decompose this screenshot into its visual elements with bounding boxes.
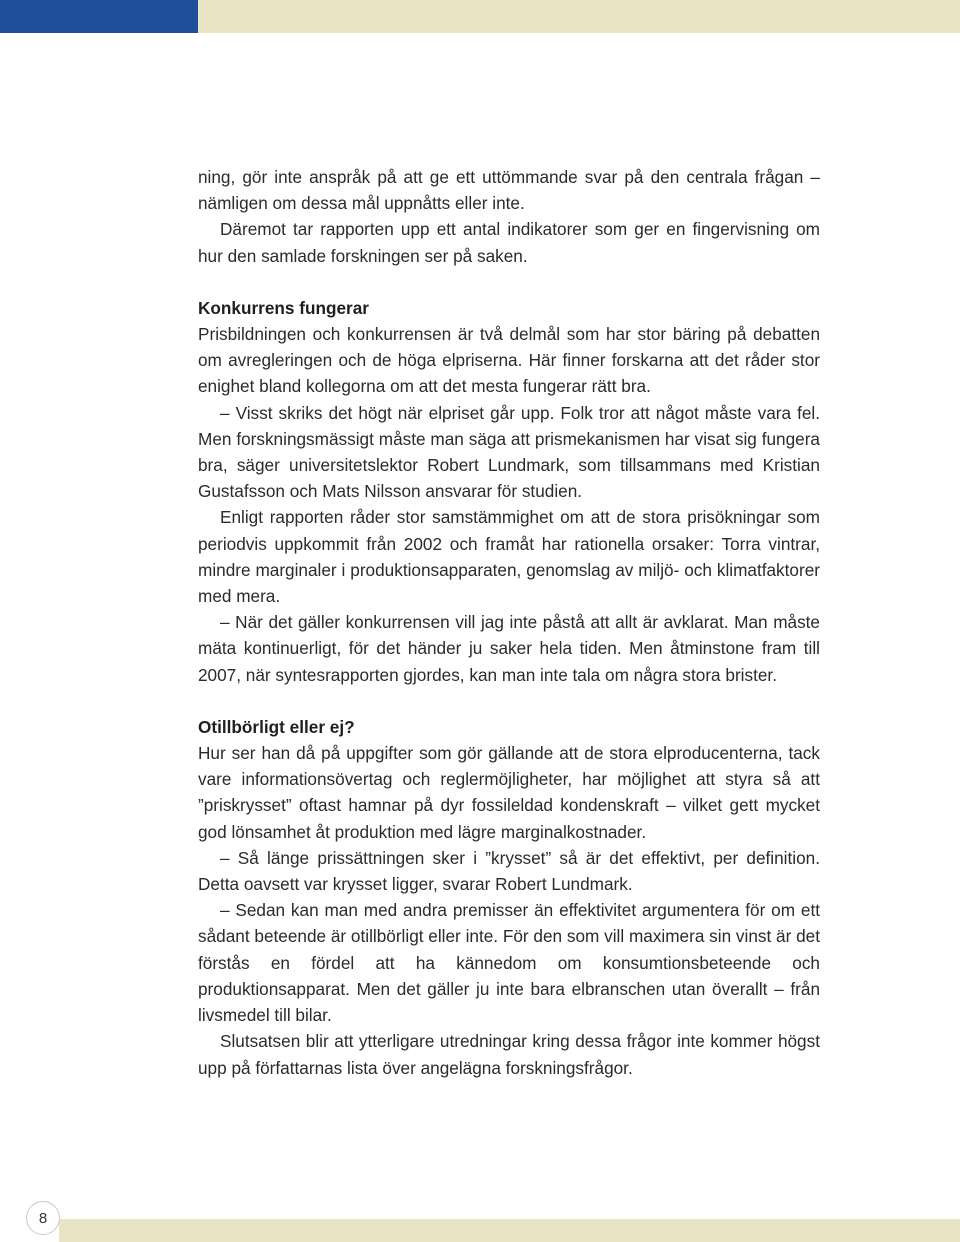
footer-band bbox=[59, 1219, 960, 1242]
paragraph-6: – När det gäller konkurrensen vill jag inte påstå att allt är avklarat. Man måste mäta kontinuerligt, för det händer ju saker hela tiden. Men åtminstone fram till 2007, när syntesrapporten gjordes, kan man inte tala om några stora brister. bbox=[198, 612, 820, 685]
paragraph-5: Enligt rapporten råder stor samstämmighet om att de stora prisökningar som periodvis uppkommit från 2002 och framåt har rationella orsaker: Torra vintrar, mindre marginaler i produktionsapparaten, genomslag av miljö- och klimatfaktorer med mera. bbox=[198, 507, 820, 607]
paragraph-4: – Visst skriks det högt när elpriset går upp. Folk tror att något måste vara fel. Men forskningsmässigt måste man säga att prismekanismen har visat sig fungera bra, säger universitetslektor Robert Lundmark, som tillsammans med Kristian Gustafsson och Mats Nilsson ansvarar för studien. bbox=[198, 402, 820, 502]
paragraph-8: – Så länge prissättningen sker i ”krysset” så är det effektivt, per definition. Detta oavsett var krysset ligger, svarar Robert Lundmark. bbox=[198, 847, 820, 895]
header-accent-block bbox=[0, 0, 198, 33]
paragraph-1: ning, gör inte anspråk på att ge ett uttömmande svar på den centrala frågan – nämligen om dessa mål uppnåtts eller inte. bbox=[198, 167, 820, 214]
page-number-badge bbox=[26, 1201, 60, 1235]
heading-konkurrens: Konkurrens fungerar bbox=[198, 297, 369, 318]
paragraph-10: Slutsatsen blir att ytterligare utredningar kring dessa frågor inte kommer högst upp på författarnas lista över angelägna forskningsfrågor. bbox=[198, 1031, 820, 1078]
article-body bbox=[198, 164, 820, 1081]
paragraph-9: – Sedan kan man med andra premisser än effektivitet argumentera för om ett sådant beteende är otillbörligt eller inte. För den som vill maximera sin vinst är det förstås en fördel att ha kännedom om konsumtionsbeteende och produktionsapparat. Men det gäller ju inte bara elbranschen utan överallt – från livsmedel till bilar. bbox=[198, 900, 820, 1026]
heading-otillborligt: Otillbörligt eller ej? bbox=[198, 716, 355, 737]
paragraph-2: Däremot tar rapporten upp ett antal indikatorer som ger en fingervisning om hur den samlade forskningen ser på saken. bbox=[198, 219, 820, 266]
page-number: 8 bbox=[38, 1209, 48, 1227]
paragraph-3: Prisbildningen och konkurrensen är två delmål som har stor bäring på debatten om avregleringen och de höga elpriserna. Här finner forskarna att det råder stor enighet bland kollegorna om att det mesta fungerar rätt bra. bbox=[198, 324, 820, 397]
paragraph-7: Hur ser han då på uppgifter som gör gällande att de stora elproducenterna, tack vare informationsövertag och reglermöjligheter, har möjlighet att styra så att ”priskrysset” oftast hamnar på dyr fossileldad kondenskraft – vilket gett mycket god lönsamhet åt produktion med lägre marginalkostnader. bbox=[198, 743, 820, 842]
